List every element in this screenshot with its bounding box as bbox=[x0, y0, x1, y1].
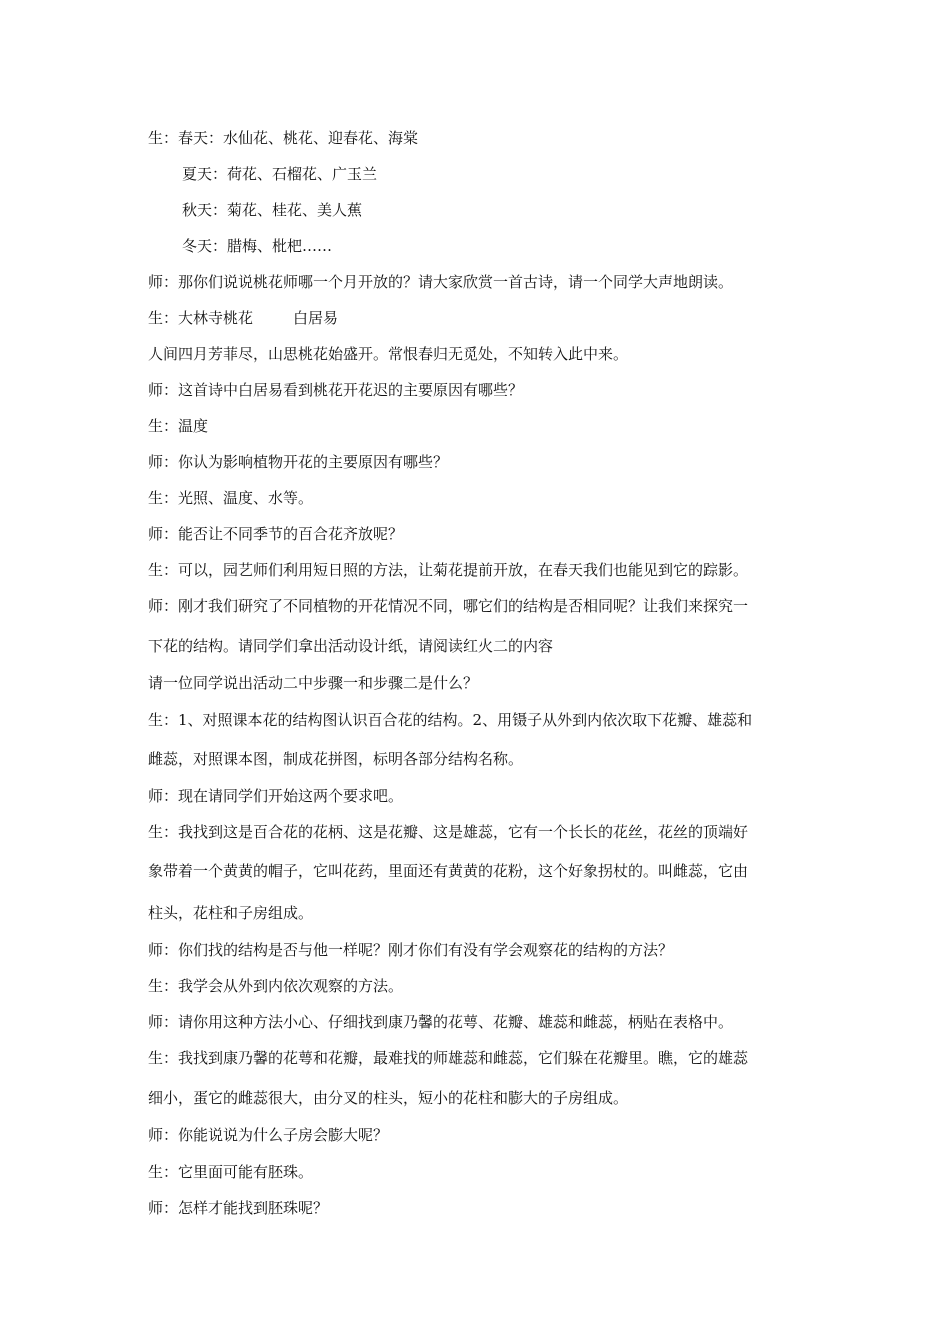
text-line: 师：那你们说说桃花师哪一个月开放的？请大家欣赏一首古诗，请一个同学大声地朗读。 bbox=[148, 273, 734, 291]
text-line: 生：我学会从外到内依次观察的方法。 bbox=[148, 977, 404, 995]
text-line: 请一位同学说出活动二中步骤一和步骤二是什么？ bbox=[148, 674, 479, 692]
text-line: 生：温度 bbox=[148, 417, 209, 435]
text-line: 生：可以，园艺师们利用短日照的方法，让菊花提前开放，在春天我们也能见到它的踪影。 bbox=[148, 561, 749, 579]
text-line: 师：这首诗中白居易看到桃花开花迟的主要原因有哪些？ bbox=[148, 381, 524, 399]
text-line: 象带着一个黄黄的帽子，它叫花药，里面还有黄黄的花粉，这个好象拐杖的。叫雌蕊，它由 bbox=[148, 862, 749, 880]
poem-text: 人间四月芳菲尽，山思桃花始盛开。常恨春归无觅处，不知转入此中来。 bbox=[148, 345, 629, 363]
text-line: 细小，蛋它的雌蕊很大，由分叉的柱头，短小的花柱和膨大的子房组成。 bbox=[148, 1089, 629, 1107]
text-line: 生：我找到这是百合花的花柄、这是花瓣、这是雄蕊，它有一个长长的花丝，花丝的顶端好 bbox=[148, 823, 749, 841]
text-line: 师：能否让不同季节的百合花齐放呢？ bbox=[148, 525, 404, 543]
text-line: 生：光照、温度、水等。 bbox=[148, 489, 314, 507]
text-line: 师：现在请同学们开始这两个要求吧。 bbox=[148, 787, 404, 805]
text-line: 师：刚才我们研究了不同植物的开花情况不同，哪它们的结构是否相同呢？让我们来探究一 bbox=[148, 597, 749, 615]
text-line: 师：怎样才能找到胚珠呢？ bbox=[148, 1199, 329, 1217]
text-line: 夏天：荷花、石榴花、广玉兰 bbox=[182, 165, 378, 183]
text-line: 雌蕊，对照课本图，制成花拼图，标明各部分结构名称。 bbox=[148, 750, 524, 768]
text-line: 生：春天：水仙花、桃花、迎春花、海棠 bbox=[148, 129, 419, 147]
text-line: 师：你们找的结构是否与他一样呢？刚才你们有没有学会观察花的结构的方法？ bbox=[148, 941, 674, 959]
text-line: 生：我找到康乃馨的花萼和花瓣，最难找的师雄蕊和雌蕊，它们躲在花瓣里。瞧，它的雄蕊 bbox=[148, 1049, 749, 1067]
poem-author: 白居易 bbox=[293, 309, 339, 327]
text-line: 师：你能说说为什么子房会膨大呢？ bbox=[148, 1126, 389, 1144]
text-line: 师：你认为影响植物开花的主要原因有哪些？ bbox=[148, 453, 449, 471]
text-line: 生：1、对照课本花的结构图认识百合花的结构。2、用镊子从外到内依次取下花瓣、雄蕊和 bbox=[148, 711, 753, 729]
text-line: 生：它里面可能有胚珠。 bbox=[148, 1163, 314, 1181]
poem-title: 生：大林寺桃花 bbox=[148, 309, 254, 327]
poem-title-line bbox=[148, 308, 338, 328]
text-line: 秋天：菊花、桂花、美人蕉 bbox=[182, 201, 363, 219]
text-line: 师：请你用这种方法小心、仔细找到康乃馨的花萼、花瓣、雄蕊和雌蕊，柄贴在表格中。 bbox=[148, 1013, 734, 1031]
text-line: 冬天：腊梅、枇杷…… bbox=[182, 237, 333, 255]
text-line: 柱头，花柱和子房组成。 bbox=[148, 904, 314, 922]
text-line: 下花的结构。请同学们拿出活动设计纸，请阅读红火二的内容 bbox=[148, 637, 554, 655]
